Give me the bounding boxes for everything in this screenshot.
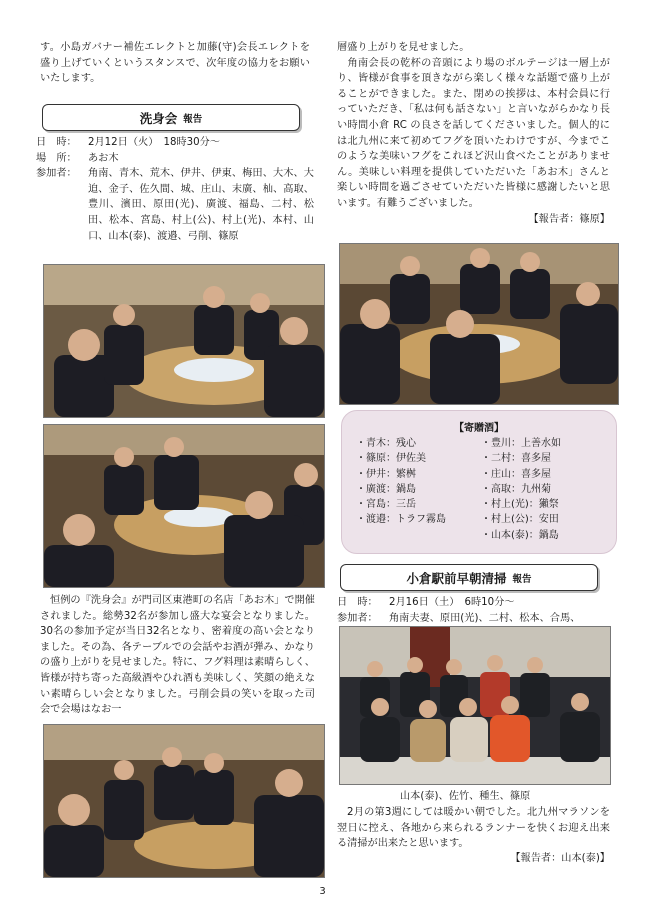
cleanup-title: 小倉駅前早朝清掃 <box>406 570 507 586</box>
place-label: 場 所： <box>36 152 77 164</box>
party-photo-2 <box>43 424 325 588</box>
date-label: 日 時： <box>36 137 77 148</box>
sake-item: ・伊井：繁桝 <box>356 468 416 480</box>
cleanup-body: 2月の第3週にしては暖かい朝でした。北九州マラソンを翌日に控え、各地から来られるランナーを快くお迎え出来る清掃が出来たと思います。 <box>337 807 610 850</box>
date-value: 2月12日（火） 18時30分～ <box>88 137 220 148</box>
party-photo-3 <box>43 724 325 878</box>
attendees-row <box>36 166 314 244</box>
sake-item: ・廣渡：鍋島 <box>356 483 416 495</box>
sake-item: ・豊川：上善水如 <box>481 438 561 449</box>
cleanup-section-heading <box>340 564 598 591</box>
sake-gift-left-list <box>356 436 481 543</box>
sake-gift-right-list <box>481 436 606 543</box>
sake-item: ・高取：九州菊 <box>481 483 551 495</box>
senshinkai-details <box>36 135 314 244</box>
intro-paragraph: す。小島ガバナー補佐エレクトと加藤(守)会長エレクトを盛り上げていくというスタンスで、次年度の協力をお願いいたします。 <box>40 42 310 85</box>
sake-gift-title: 【寄贈酒】 <box>454 423 504 434</box>
sake-item: ・庄山：喜多屋 <box>481 468 551 480</box>
senshinkai-reporter: 【報告者：篠原】 <box>528 214 610 225</box>
attendees-label: 参加者： <box>36 168 77 180</box>
cleanup-details <box>337 595 612 626</box>
place-row <box>36 151 314 167</box>
sake-item: ・村上(光)：獺祭 <box>481 499 559 511</box>
cleanup-date-label: 日 時： <box>337 597 378 608</box>
party-photo-4 <box>339 243 619 405</box>
sake-item: ・宮島：三岳 <box>356 499 416 511</box>
cleanup-attendees-label: 参加者： <box>337 612 378 624</box>
cleanup-attendees-value: 角南夫妻、原田(光)、二村、松本、合馬、 <box>389 612 581 624</box>
sake-item: ・篠原：伊佐美 <box>356 453 426 465</box>
sake-item: ・村上(公)：安田 <box>481 514 559 526</box>
cleanup-date-value: 2月16日（土） 6時10分～ <box>389 597 515 608</box>
page-number: 3 <box>319 886 326 897</box>
sake-item: ・渡邉：トラフ霧島 <box>356 514 446 526</box>
date-row <box>36 135 314 151</box>
place-value: あお木 <box>88 152 119 164</box>
sake-gift-box <box>341 410 617 554</box>
senshinkai-body-left: 恒例の『洗身会』が門司区東港町の名店「あお木」で開催されました。総勢32名が参加し盛大な宴会となりました。30名の参加予定が当日32名となり、密着度の高い会となりました。その為、各テーブルでの会話やお酒が弾み、かなりの盛り上がりを見せました。特に、フグ料理は素晴らしく、皆様が持ち寄った高級酒やひれ酒も美味しく、笑顔の絶えない素晴らしい会となりました。弓削会員の笑いを取った司会で会場はなお一 <box>40 595 315 716</box>
cleanup-subtitle: 報告 <box>512 573 532 585</box>
cleanup-attendees-row <box>337 611 612 627</box>
sake-item: ・山本(泰)：鍋島 <box>481 529 559 541</box>
cleanup-attendees-cont: 山本(泰)、佐竹、種生、篠原 <box>400 791 531 802</box>
senshinkai-body-right: 層盛り上がりを見せました。 角南会長の乾杯の音頭により場のボルテージは一層上がり、皆様が食事を頂きながら楽しく様々な話題で盛り上がることができました。また、閉めの挨拶は、本村会員に行っていただき、「私は何も話さない」と言いながらかなり長い時間小倉 RC の良さを話してくださいました。個人的には北九州に来て初めてフグを頂いたわけですが、今までこのような美味いフグをこれほど沢山食べたことがありません。美味しい料理を提供していただいた「あお木」さんと楽しい時間を過ごさせていただいた皆様に感謝したいと思います。有難うございました。 <box>337 42 610 209</box>
senshinkai-subtitle: 報告 <box>183 113 203 125</box>
cleanup-date-row <box>337 595 612 611</box>
cleanup-photo <box>339 626 611 785</box>
cleanup-reporter: 【報告者：山本(泰)】 <box>510 853 610 864</box>
senshinkai-title: 洗身会 <box>139 110 178 126</box>
sake-item: ・二村：喜多屋 <box>481 453 551 465</box>
attendees-value: 角南、青木、荒木、伊井、伊東、梅田、大木、大迫、金子、佐久間、城、庄山、末廣、杣、高取、豊川、濱田、原田(光)、廣渡、福島、二村、松田、松本、宮島、村上(公)、村上(光)、本村、山口、山本(泰)、渡邉、弓削、篠原 <box>88 168 314 242</box>
senshinkai-section-heading <box>42 104 300 131</box>
party-photo-1 <box>43 264 325 418</box>
sake-item: ・青木：残心 <box>356 438 416 449</box>
